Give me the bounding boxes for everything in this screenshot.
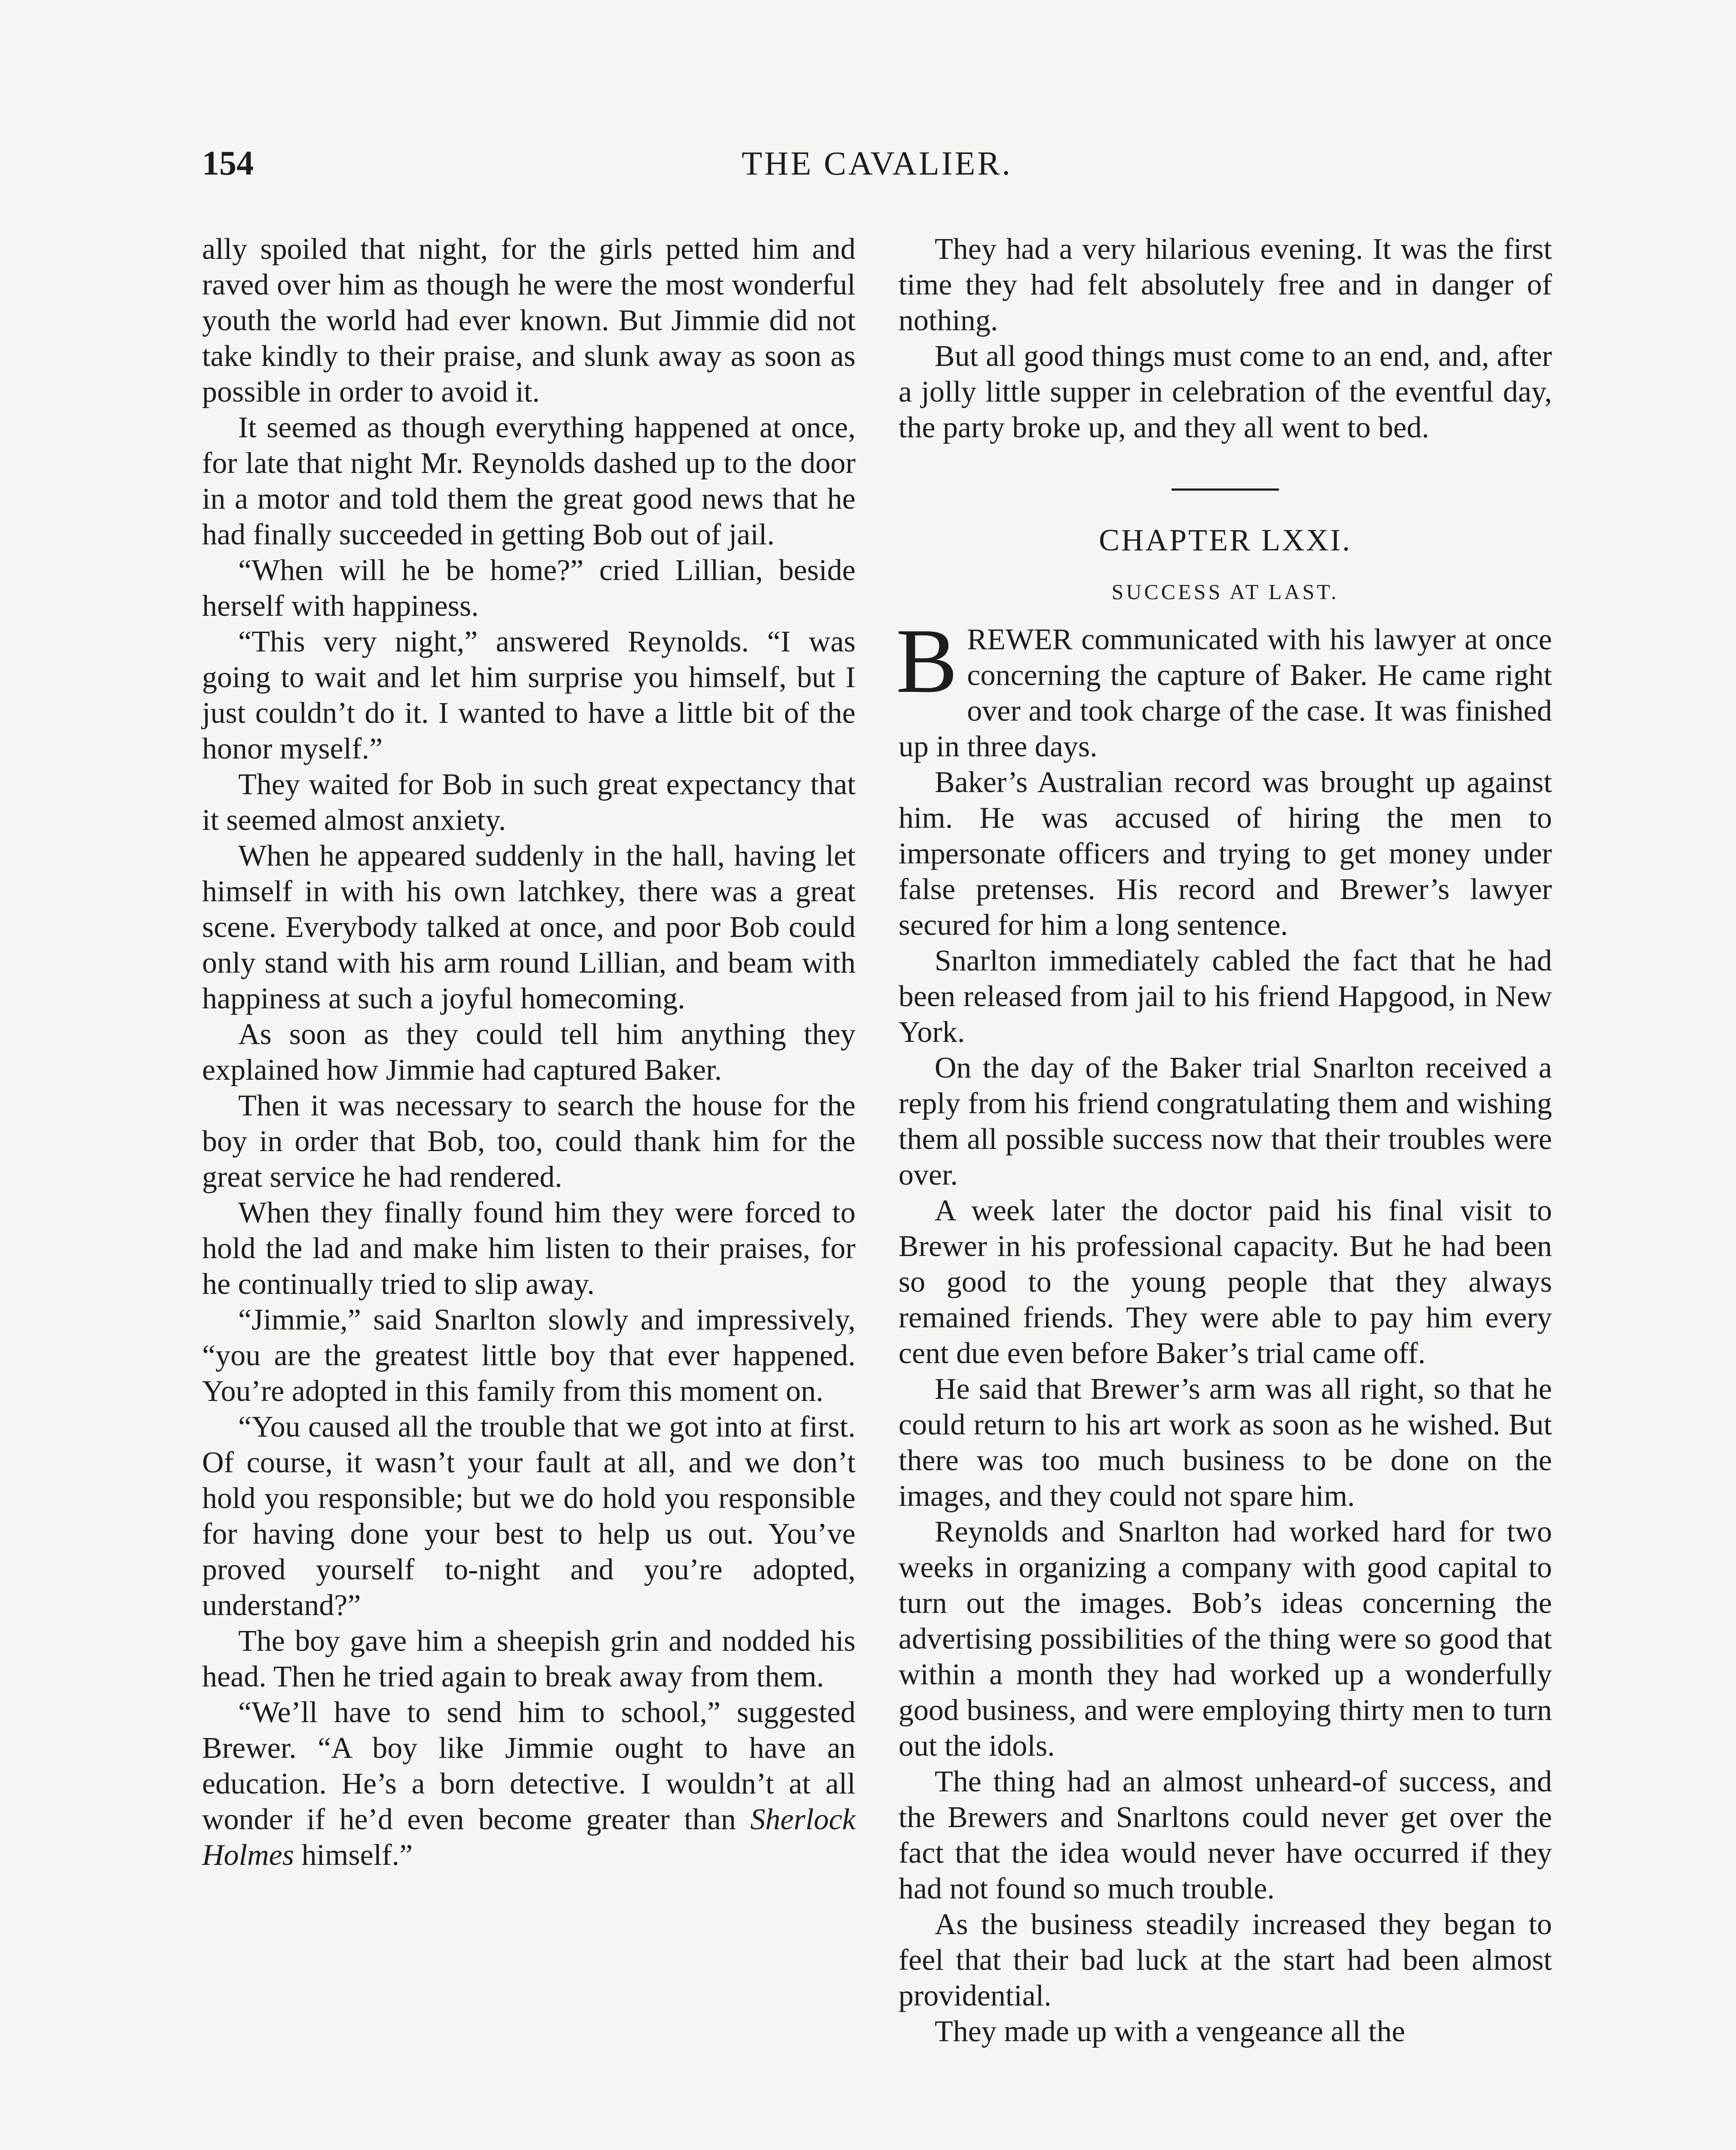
paragraph: “This very night,” answered Reynolds. “I was going to wait and let him surprise you himself, but I just couldn’t do it. I wanted to have a little bit of the honor myself.” [202,625,856,765]
paragraph: The boy gave him a sheepish grin and nodded his head. Then he tried again to break away from them. [202,1625,856,1693]
paragraph: “You caused all the trouble that we got into at first. Of course, it wasn’t your fault at all, and we don’t hold you responsible; but we do hold you responsible for having done your best to help us out. You’ve proved yourself to-night and you’re adopted, understand?” [202,1410,856,1622]
italic-title: Sherlock Holmes [202,1803,856,1872]
chapter-title: CHAPTER LXXI. [1099,523,1352,557]
paragraph: They made up with a vengeance all the [935,2015,1405,2048]
page-header [202,144,1552,191]
running-head: THE CAVALIER. [742,144,1012,182]
paragraph-tail: himself.” [294,1839,413,1872]
paragraph: It seemed as though everything happened at once, for late that night Mr. Reynolds dashed up to the door in a motor and told them the great good news that he had finally succeeded in getting Bob out of jail. [202,411,856,551]
paragraph: Snarlton immediately cabled the fact that he had been released from jail to his friend Hapgood, in New York. [899,944,1552,1049]
paragraph: “When will he be home?” cried Lillian, beside herself with happiness. [202,554,856,623]
paragraph: Reynolds and Snarlton had worked hard for two weeks in organizing a company with good capital to turn out the images. Bob’s ideas concerning the advertising possibilities of the thing were so good that within a month they had worked up a wonderfully good business, and were employing thirty men to turn out the idols. [899,1515,1552,1763]
section-divider [1172,488,1279,491]
paragraph: The thing had an almost unheard-of success, and the Brewers and Snarltons could never get over the fact that the idea would never have occurred if they had not found so much trouble. [899,1765,1552,1905]
drop-cap: B [896,609,958,712]
paragraph: “Jimmie,” said Snarlton slowly and impressively, “you are the greatest little boy that ever happened. You’re adopted in this family from this moment on. [202,1303,856,1408]
paragraph: As soon as they could tell him anything they explained how Jimmie had captured Baker. [202,1018,856,1087]
paragraph: They had a very hilarious evening. It was the first time they had felt absolutely free and in danger of nothing. [899,233,1552,337]
paragraph-text: “We’ll have to send him to school,” suggested Brewer. “A boy like Jimmie ought to have an education. He’s a born detective. I wouldn’t at all wonder if he’d even become greater than [202,1696,856,1836]
paragraph: On the day of the Baker trial Snarlton received a reply from his friend congratulating them and wishing them all possible success now that their troubles were over. [899,1051,1552,1192]
paragraph-final [202,1695,856,1873]
paragraph: Then it was necessary to search the house for the boy in order that Bob, too, could thank him for the great service he had rendered. [202,1089,856,1194]
chapter-subtitle: SUCCESS AT LAST. [1111,580,1339,604]
paragraph: When they finally found him they were forced to hold the lad and make him listen to their praises, for he continually tried to slip away. [202,1196,856,1301]
left-column [202,231,856,1873]
paragraph: ally spoiled that night, for the girls petted him and raved over him as though he were the most wonderful youth the world had ever known. But Jimmie did not take kindly to their praise, and slunk away as soon as possible in order to avoid it. [202,233,856,408]
paragraph: A week later the doctor paid his final visit to Brewer in his professional capacity. But he had been so good to the young people that they always remained friends. They were able to pay him every cent due even before Baker’s trial came off. [899,1194,1552,1370]
paragraph: They waited for Bob in such great expectancy that it seemed almost anxiety. [202,768,856,837]
paragraph: As the business steadily increased they began to feel that their bad luck at the start had been almost providential. [899,1908,1552,2012]
chapter-opening-paragraph [896,609,1552,765]
paragraph: When he appeared suddenly in the hall, having let himself in with his own latchkey, there was a great scene. Everybody talked at once, and poor Bob could only stand with his arm round Lillian, and beam with happiness at such a joyful homecoming. [202,839,856,1015]
paragraph: Baker’s Australian record was brought up against him. He was accused of hiring the men to impersonate officers and trying to get money under false pretenses. His record and Brewer’s lawyer secured for him a long sentence. [899,766,1552,942]
paragraph: But all good things must come to an end, and, after a jolly little supper in celebration of the eventful day, the party broke up, and they all went to bed. [899,340,1552,444]
paragraph: He said that Brewer’s arm was all right, so that he could return to his art work as soon as he wished. But there was too much business to be done on the images, and they could not spare him. [899,1373,1552,1513]
right-column [896,231,1552,2049]
page-number: 154 [202,144,254,182]
paragraph-text: REWER communicated with his lawyer at once concerning the capture of Baker. He came right over and took charge of the case. It was finished up in three days. [899,623,1552,763]
